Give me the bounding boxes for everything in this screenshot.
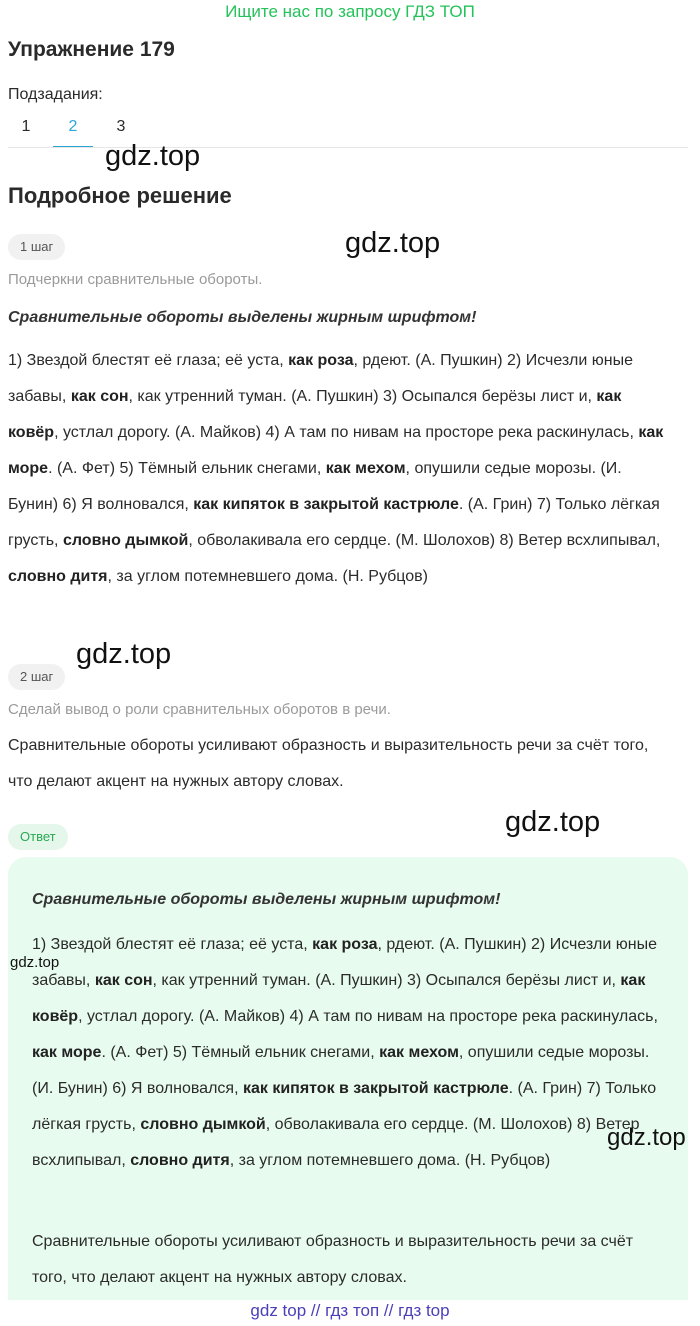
comparison-phrase: словно дитя (8, 568, 108, 585)
tab-subtask-2[interactable]: 2 (53, 114, 93, 148)
watermark: gdz.top (105, 140, 201, 172)
text-segment: 1) Звездой блестят её глаза; её уста, (32, 936, 313, 953)
comparison-phrase: как море (32, 1044, 102, 1061)
comparison-phrase: как роза (288, 352, 354, 369)
comparison-phrase: словно дымкой (140, 1116, 266, 1133)
text-segment: , опушили седые морозы. (И. Бунин) 6) Я волновался, (32, 1044, 650, 1097)
text-segment: . (А. Грин) 7) Только лёгкая грусть, (32, 1080, 657, 1133)
comparison-phrase: как ковёр (8, 388, 622, 441)
text-segment: , за углом потемневшего дома. (Н. Рубцов) (229, 1152, 551, 1169)
answer-conclusion: Сравнительные обороты усиливают образность и выразительность речи за счёт того, что делают акцент на нужных автору словах. (32, 1233, 634, 1286)
step-badge-1: 1 шаг (8, 234, 65, 260)
comparison-phrase: как роза (312, 936, 378, 953)
watermark: gdz.top (76, 638, 172, 670)
comparison-phrase: как кипяток в закрытой кастрюле (242, 1080, 509, 1097)
text-segment: , устлал дорогу. (А. Майков) 4) А там по нивам на просторе река раскинулась, (78, 1008, 658, 1025)
answer-note: Сравнительные обороты выделены жирным шрифтом! (32, 891, 501, 908)
comparison-phrase: как сон (94, 972, 153, 989)
text-segment: 1) Звездой блестят её глаза; её уста, (8, 352, 289, 369)
step-2-text: Сравнительные обороты усиливают образность и выразительность речи за счёт того, что делают акцент на нужных автору словах. (8, 737, 649, 790)
text-segment: , обволакивала его сердце. (М. Шолохов) 8) Ветер всхлипывал, (32, 1116, 640, 1169)
comparison-phrase: как сон (70, 388, 129, 405)
text-segment: , обволакивала его сердце. (М. Шолохов) 8) Ветер всхлипывал, (188, 532, 661, 549)
answer-text (32, 927, 672, 1179)
text-segment: , как утренний туман. (А. Пушкин) 3) Осыпался берёзы лист и, (152, 972, 621, 989)
comparison-phrase: словно дымкой (62, 532, 189, 549)
text-segment: , за углом потемневшего дома. (Н. Рубцов) (107, 568, 429, 585)
solution-title: Подробное решение (8, 183, 232, 208)
watermark: gdz.top (607, 1124, 686, 1151)
subtasks-label: Подзадания: (8, 86, 103, 103)
watermark: gdz.top (345, 227, 441, 259)
text-segment: , рдеют. (А. Пушкин) 2) Исчезли юные забавы, (32, 936, 658, 989)
answer-box (8, 857, 688, 1300)
text-segment: , опушили седые морозы. (И. Бунин) 6) Я волновался, (8, 460, 622, 513)
text-segment: . (А. Грин) 7) Только лёгкая грусть, (8, 496, 660, 549)
comparison-phrase: словно дитя (130, 1152, 230, 1169)
step-1-hint: Подчеркни сравнительные обороты. (8, 271, 263, 288)
watermark: gdz.top (10, 954, 60, 971)
comparison-phrase: как море (8, 424, 664, 477)
comparison-phrase: как мехом (325, 460, 406, 477)
answer-badge: Ответ (8, 824, 68, 850)
step-1-text (8, 343, 676, 595)
tab-subtask-3[interactable]: 3 (116, 118, 126, 135)
step-2-hint: Сделай вывод о роли сравнительных оборотов в речи. (8, 701, 391, 718)
promo-banner[interactable]: Ищите нас по запросу ГДЗ ТОП (225, 2, 475, 21)
comparison-phrase: как мехом (379, 1044, 459, 1061)
text-segment: , устлал дорогу. (А. Майков) 4) А там по нивам на просторе река раскинулась, (54, 424, 639, 441)
watermark: gdz.top (505, 806, 601, 838)
comparison-phrase: как кипяток в закрытой кастрюле (193, 496, 459, 513)
text-segment: , рдеют. (А. Пушкин) 2) Исчезли юные забавы, (8, 352, 634, 405)
footer-links[interactable]: gdz top // гдз топ // гдз top (250, 1301, 450, 1320)
text-segment: . (А. Фет) 5) Тёмный ельник снегами, (101, 1044, 380, 1061)
comparison-phrase: как ковёр (32, 972, 646, 1025)
text-segment: , как утренний туман. (А. Пушкин) 3) Осыпался берёзы лист и, (128, 388, 597, 405)
text-segment: . (А. Фет) 5) Тёмный ельник снегами, (48, 460, 326, 477)
exercise-title: Упражнение 179 (8, 38, 175, 61)
step-1-note: Сравнительные обороты выделены жирным шрифтом! (8, 309, 477, 326)
tab-subtask-1[interactable]: 1 (21, 118, 31, 135)
step-badge-2: 2 шаг (8, 664, 65, 690)
